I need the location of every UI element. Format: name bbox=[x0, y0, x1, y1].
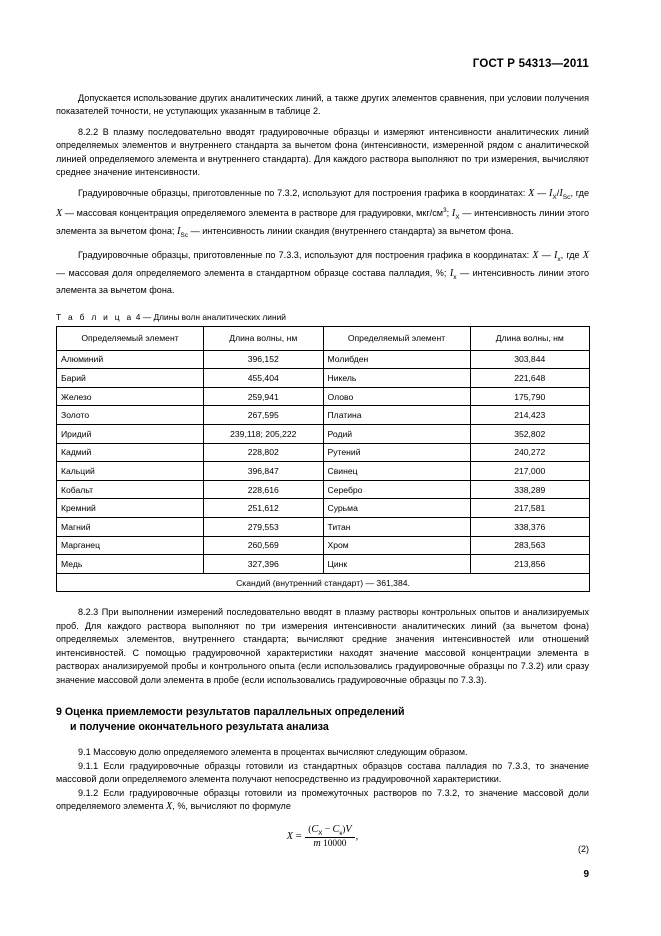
table-wavelengths bbox=[56, 326, 590, 593]
cell-wavelength: 228,802 bbox=[204, 443, 324, 462]
paragraph-calibration-733 bbox=[56, 249, 589, 297]
cell-element: Алюминий bbox=[57, 350, 204, 369]
paragraph-block-8-2-2 bbox=[56, 126, 589, 180]
cell-wavelength: 396,847 bbox=[204, 462, 324, 481]
cell-wavelength: 239,118; 205,222 bbox=[204, 425, 324, 444]
variable-x: X bbox=[528, 187, 535, 199]
table-row bbox=[57, 425, 590, 444]
cell-element: Хром bbox=[323, 536, 470, 555]
cell-wavelength: 338,376 bbox=[470, 517, 590, 536]
section-heading-line-2: и получение окончательного результата анализа bbox=[70, 720, 329, 733]
cell-wavelength: 259,941 bbox=[204, 387, 324, 406]
cell-wavelength: 213,856 bbox=[470, 555, 590, 574]
variable-m: m bbox=[313, 837, 321, 849]
variable-i-x bbox=[451, 208, 460, 222]
fraction bbox=[305, 824, 354, 849]
cell-wavelength: 279,553 bbox=[204, 517, 324, 536]
text-run: 9.1.2 Если градуировочные образцы готовили из промежуточных растворов по 7.3.2, то значение массовой доли определяемого элемента bbox=[56, 787, 589, 812]
denominator-constant: 10000 bbox=[323, 838, 347, 849]
subscript-x: X bbox=[318, 829, 323, 837]
cell-wavelength: 303,844 bbox=[470, 350, 590, 369]
subscript-sc: Sc bbox=[180, 231, 189, 239]
variable-x: X bbox=[56, 208, 63, 220]
table-row bbox=[57, 462, 590, 481]
cell-wavelength: 455,404 bbox=[204, 369, 324, 388]
fraction-denominator bbox=[305, 838, 354, 849]
cell-element: Олово bbox=[323, 387, 470, 406]
table-body bbox=[57, 350, 590, 592]
symbol-c: C bbox=[332, 823, 340, 835]
cell-element: Марганец bbox=[57, 536, 204, 555]
text-run: , %, вычисляют по формуле bbox=[172, 801, 291, 812]
cell-element: Никель bbox=[323, 369, 470, 388]
subscript-sc: Sc bbox=[562, 193, 571, 201]
subscript-x-lower: x bbox=[557, 256, 561, 264]
cell-element: Молибден bbox=[323, 350, 470, 369]
table-caption bbox=[56, 312, 589, 322]
cell-element: Кадмий bbox=[57, 443, 204, 462]
variable-c-x bbox=[311, 824, 322, 835]
paragraph-block-calibration-733 bbox=[56, 249, 589, 297]
running-header-standard-number: ГОСТ Р 54313—2011 bbox=[472, 58, 589, 70]
cell-wavelength: 217,581 bbox=[470, 499, 590, 518]
text-run: — интенсивность линии скандия (внутреннего стандарта) за вычетом фона. bbox=[188, 225, 514, 236]
symbol-i: I bbox=[553, 250, 558, 262]
paragraph-block-8-2-3 bbox=[56, 606, 589, 687]
column-header-element-right: Определяемый элемент bbox=[323, 326, 470, 350]
cell-wavelength: 175,790 bbox=[470, 387, 590, 406]
cell-wavelength: 251,612 bbox=[204, 499, 324, 518]
cell-wavelength: 283,563 bbox=[470, 536, 590, 555]
text-run: , где bbox=[560, 250, 583, 261]
cell-element: Сурьма bbox=[323, 499, 470, 518]
cell-element: Золото bbox=[57, 406, 204, 425]
text-run: — интенсивность линии этого элемента за вычетом фона; bbox=[56, 208, 589, 236]
variable-i-x bbox=[549, 188, 557, 199]
page-number: 9 bbox=[583, 869, 589, 880]
variable-i-sc bbox=[556, 187, 571, 201]
table-caption-label: Т а б л и ц а bbox=[56, 311, 134, 322]
cell-element: Иридий bbox=[57, 425, 204, 444]
paragraph-8-2-3: 8.2.3 При выполнении измерений последовательно вводят в плазму растворы контрольных опытов и анализируемых проб. Для каждого раствора выполняют по три измерения интенсивности аналитических линий (за вычетом фона) определяемых элементов, внутреннего стандарта; вычисляют средние значения интенсивностей или отношений интенсивностей. С помощью градуировочной характеристики находят значение массовой концентрации элемента в растворах анализируемой пробы и контрольного опыта (если использовались градуировочные образцы по 7.3.2) или сразу значение массовой доли элемента в пробе (если использовались градуировочные образцы по 7.3.3). bbox=[56, 607, 589, 685]
formula-trailing-comma: , bbox=[355, 830, 359, 842]
cell-element: Кальций bbox=[57, 462, 204, 481]
table-footer-row bbox=[57, 573, 590, 592]
cell-wavelength: 240,272 bbox=[470, 443, 590, 462]
formula-block-2 bbox=[56, 824, 589, 856]
formula-inline-x-ratio bbox=[528, 187, 571, 201]
cell-element: Медь bbox=[57, 555, 204, 574]
table-row bbox=[57, 443, 590, 462]
cell-wavelength: 217,000 bbox=[470, 462, 590, 481]
paragraph-8-2-2: 8.2.2 В плазму последовательно вводят градуировочные образцы и измеряют интенсивности аналитических линий определяемых элементов и внутреннего стандарта за вычетом фона (интенсивности, измеренной рядом с аналитической линией определяемого элемента и внутреннего стандарта). Для каждого раствора выполняют по три измерения, вычисляют среднее значение интенсивности. bbox=[56, 126, 589, 178]
column-header-wavelength-left: Длина волны, нм bbox=[204, 326, 324, 350]
cell-wavelength: 338,289 bbox=[470, 480, 590, 499]
text-run: — интенсивность линии этого элемента за вычетом фона. bbox=[56, 267, 590, 296]
equals-sign: = bbox=[295, 830, 302, 842]
cell-element: Цинк bbox=[323, 555, 470, 574]
text-run: — массовая концентрация определяемого элемента в растворе для градуировки, мкг/см bbox=[62, 208, 443, 219]
table-row bbox=[57, 350, 590, 369]
table-header-row bbox=[57, 326, 590, 350]
cell-element: Родий bbox=[323, 425, 470, 444]
paragraph-9-1-2 bbox=[56, 787, 589, 814]
variable-i-x-lower bbox=[450, 268, 457, 279]
cell-internal-standard-note: Скандий (внутренний стандарт) — 361,384. bbox=[57, 573, 590, 592]
cell-element: Кремний bbox=[57, 499, 204, 518]
cell-wavelength: 267,595 bbox=[204, 406, 324, 425]
text-run: , где bbox=[570, 187, 590, 198]
variable-x: X bbox=[286, 830, 294, 842]
subscript-x-lower: x bbox=[453, 273, 457, 281]
text-run: — массовая доля определяемого элемента в стандартном образце состава палладия, %; bbox=[56, 267, 450, 278]
page-content bbox=[56, 92, 589, 856]
cell-element: Серебро bbox=[323, 480, 470, 499]
table-row bbox=[57, 387, 590, 406]
section-heading-9 bbox=[56, 705, 589, 734]
variable-i-sc bbox=[177, 226, 188, 237]
table-row bbox=[57, 369, 590, 388]
formula-expression bbox=[56, 824, 589, 849]
superscript-3: 3 bbox=[443, 207, 447, 215]
formula-inline-x-ix bbox=[532, 250, 561, 264]
variable-x: X bbox=[582, 250, 589, 262]
table-row bbox=[57, 480, 590, 499]
cell-element: Железо bbox=[57, 387, 204, 406]
fraction-numerator: $(C_X - C_к)V$ bbox=[305, 824, 354, 838]
symbol-i: I bbox=[451, 208, 456, 220]
paragraph-block-9-1 bbox=[56, 746, 589, 813]
cell-element: Барий bbox=[57, 369, 204, 388]
variable-x: X bbox=[166, 801, 173, 813]
cell-element: Платина bbox=[323, 406, 470, 425]
table-row bbox=[57, 499, 590, 518]
variable-x: X bbox=[532, 250, 539, 262]
paragraph-calibration-732: Градуировочные образцы, приготовленные по 7.3.2, используют для построения графика в координатах: X — $I_X/I_{Sc}$, где X — массовая концентрация определяемого элемента в растворе для градуировки, мкг/$см^3$; $I_X$ — интенсивность линии этого элемента за вычетом фона; $I_{Sc}$ — интенсивность линии скандия (внутреннего стандарта) за вычетом фона. bbox=[56, 187, 590, 239]
cell-wavelength: 260,569 bbox=[204, 536, 324, 555]
table-caption-text: — Длины волн аналитических линий bbox=[142, 311, 286, 322]
variable-v: V bbox=[345, 823, 352, 835]
slash: / bbox=[556, 187, 560, 198]
table-caption-number: 4 bbox=[135, 311, 143, 322]
subscript-x: X bbox=[455, 214, 460, 222]
subscript-k: к bbox=[339, 829, 343, 837]
column-header-element-left: Определяемый элемент bbox=[57, 326, 204, 350]
cell-wavelength: 214,423 bbox=[470, 406, 590, 425]
column-header-wavelength-right: Длина волны, нм bbox=[470, 326, 590, 350]
cell-wavelength: 352,802 bbox=[470, 425, 590, 444]
symbol-i: I bbox=[449, 267, 454, 279]
em-dash: — bbox=[537, 187, 547, 198]
cell-wavelength: 221,648 bbox=[470, 369, 590, 388]
text-run: Градуировочные образцы, приготовленные по 7.3.2, используют для построения графика в координатах: bbox=[78, 187, 529, 198]
symbol-c: C bbox=[311, 823, 319, 835]
cell-element: Рутений bbox=[323, 443, 470, 462]
subscript-x: X bbox=[552, 193, 557, 201]
cell-element: Магний bbox=[57, 517, 204, 536]
table-row bbox=[57, 555, 590, 574]
paragraph-9-1: 9.1 Массовую долю определяемого элемента в процентах вычисляют следующим образом. bbox=[78, 747, 468, 758]
variable-c-k bbox=[333, 824, 343, 835]
symbol-i: I bbox=[548, 187, 553, 199]
cell-element: Кобальт bbox=[57, 480, 204, 499]
table-row bbox=[57, 536, 590, 555]
em-dash: — bbox=[541, 250, 551, 261]
table-row bbox=[57, 517, 590, 536]
paragraph-allowed-lines: Допускается использование других аналитических линий, а также других элементов сравнения, при условии получения показателей точности, не уступающих указанным в таблице 2. bbox=[56, 93, 589, 117]
table-row bbox=[57, 406, 590, 425]
cell-element: Свинец bbox=[323, 462, 470, 481]
section-heading-line-1: 9 Оценка приемлемости результатов параллельных определений bbox=[56, 706, 405, 719]
cell-wavelength: 396,152 bbox=[204, 350, 324, 369]
paragraph-block-note bbox=[56, 92, 589, 119]
paragraph-9-1-1: 9.1.1 Если градуировочные образцы готовили из стандартных образцов состава палладия по 7.3.3, то значение массовой доли определяемого элемента получают непосредственно из градуировочной характеристики. bbox=[56, 760, 589, 785]
cell-wavelength: 228,616 bbox=[204, 480, 324, 499]
cell-element: Титан bbox=[323, 517, 470, 536]
text-run: Градуировочные образцы, приготовленные по 7.3.3, используют для построения графика в координатах: bbox=[78, 250, 533, 261]
variable-i-x-lower bbox=[553, 250, 561, 264]
cell-wavelength: 327,396 bbox=[204, 555, 324, 574]
equation-number: (2) bbox=[578, 843, 589, 854]
paragraph-block-calibration-732 bbox=[56, 187, 589, 242]
symbol-i: I bbox=[559, 187, 563, 199]
symbol-i: I bbox=[176, 225, 181, 237]
